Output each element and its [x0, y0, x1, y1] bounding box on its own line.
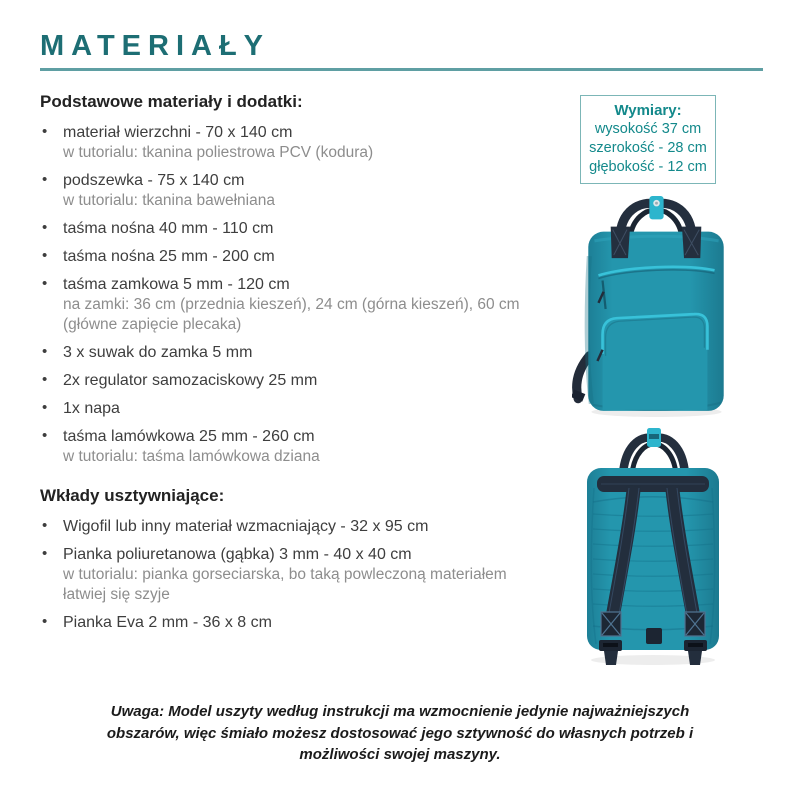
materials-content — [40, 91, 580, 640]
page-title: MATERIAŁY — [40, 30, 271, 62]
item-main-text: • taśma nośna 40 mm - 110 cm — [63, 220, 274, 237]
dimensions-title: Wymiary: — [614, 102, 682, 119]
item-main-text: • taśma lamówkowa 25 mm - 260 cm — [63, 428, 315, 445]
item-main-text: • taśma nośna 25 mm - 200 cm — [63, 248, 275, 265]
note-line: możliwości swojej maszyny. — [299, 746, 501, 763]
item-main-text: • 3 x suwak do zamka 5 mm — [63, 344, 253, 361]
item-sub-text: (główne zapięcie plecaka) — [63, 316, 242, 333]
list-item — [40, 544, 580, 605]
item-main-text: • Wigofil lub inny materiał wzmacniający - 32 x 95 cm — [63, 518, 429, 535]
item-sub-text: łatwiej się szyje — [63, 586, 170, 603]
dimension-line-height: wysokość 37 cm — [594, 121, 702, 137]
list-item — [40, 516, 580, 537]
section-heading-stiffening-inserts: Wkłady usztywniające: — [40, 486, 225, 505]
dimensions-box — [580, 95, 716, 184]
note-line: Uwaga: Model uszyty według instrukcji ma wzmocnienie jedynie najważniejszych — [110, 703, 690, 720]
item-sub-text: w tutorialu: taśma lamówkowa dziana — [63, 448, 320, 465]
item-main-text: • taśma zamkowa 5 mm - 120 cm — [63, 276, 290, 293]
item-sub-text: w tutorialu: tkanina bawełniana — [63, 192, 275, 209]
list-item — [40, 612, 580, 633]
backpack-front-illustration — [572, 195, 740, 419]
item-main-text: • materiał wierzchni - 70 x 140 cm — [63, 124, 293, 141]
item-sub-text: w tutorialu: pianka gorseciarska, bo taką powleczoną materiałem — [63, 566, 507, 583]
list-item — [40, 370, 580, 391]
item-main-text: • Pianka Eva 2 mm - 36 x 8 cm — [63, 614, 272, 631]
dimension-line-depth: głębokość - 12 cm — [589, 159, 707, 175]
item-sub-text: w tutorialu: tkanina poliestrowa PCV (kodura) — [63, 144, 374, 161]
basic-materials-list — [40, 122, 580, 467]
list-item — [40, 170, 580, 211]
section-heading-basic-materials: Podstawowe materiały i dodatki: — [40, 92, 303, 111]
list-item — [40, 218, 580, 239]
list-item — [40, 246, 580, 267]
item-main-text: • 2x regulator samozaciskowy 25 mm — [63, 372, 318, 389]
list-item — [40, 342, 580, 363]
list-item — [40, 274, 580, 335]
backpack-back-illustration — [573, 428, 738, 668]
title-underline — [40, 68, 763, 71]
item-main-text: • podszewka - 75 x 140 cm — [63, 172, 245, 189]
item-main-text: • Pianka poliuretanowa (gąbka) 3 mm - 40 x 40 cm — [63, 546, 412, 563]
list-item — [40, 122, 580, 163]
item-main-text: • 1x napa — [63, 400, 120, 417]
item-sub-text: na zamki: 36 cm (przednia kieszeń), 24 cm (górna kieszeń), 60 cm — [63, 296, 520, 313]
dimension-line-width: szerokość - 28 cm — [589, 140, 707, 156]
list-item — [40, 398, 580, 419]
note-line: obszarów, więc śmiało możesz dostosować jego sztywność do własnych potrzeb i — [106, 724, 694, 742]
note-text — [0, 701, 800, 766]
list-item — [40, 426, 580, 467]
stiffening-inserts-list — [40, 516, 580, 633]
